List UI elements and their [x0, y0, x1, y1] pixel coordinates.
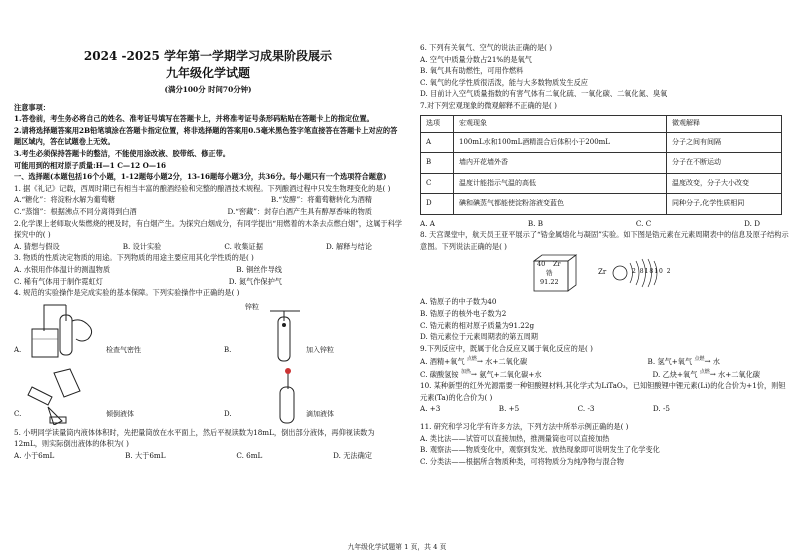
table-cell: 温度计能指示气温的高低 — [454, 173, 667, 194]
table-cell: 墙内开花墙外香 — [454, 153, 667, 174]
q2-option-c: C. 收集证据 — [224, 241, 263, 251]
score-time: (满分100分 时间70分钟) — [164, 85, 252, 94]
q7-option-d: D. D — [744, 218, 760, 228]
q4-option-d: D. — [224, 409, 232, 418]
ion-symbol: Zr — [598, 268, 607, 277]
table-cell: 碘和碘蒸气都能使淀粉溶液变蓝色 — [454, 194, 667, 215]
q3-option-d: D. 氮气作保护气 — [228, 276, 282, 286]
q1-option-b: B.“发酵”：将葡萄糖转化为酒精 — [270, 195, 372, 205]
pour-liquid-figure — [24, 367, 104, 425]
table-header-row — [421, 115, 782, 132]
zirconium-figure — [420, 253, 790, 293]
table-cell: B — [421, 153, 454, 174]
q4-experiment-figures — [14, 301, 402, 425]
q6-option-a: A. 空气中质量分数占21%的是氧气 — [420, 54, 532, 64]
q1-option-a: A.“糖化”：将淀粉水解为葡萄糖 — [14, 195, 116, 205]
q6-option-d: D. 目前计入空气质量指数的有害气体有二氧化硫、一氧化碳、二氧化氮、臭氧 — [420, 89, 668, 99]
q6-stem: 6. 下列有关氧气、空气的说法正确的是( ) — [420, 43, 553, 52]
q3-options-row1 — [14, 264, 402, 276]
element-name: 锆 — [546, 269, 553, 278]
table-row — [421, 132, 782, 153]
q5-option-a: A. 小于6mL — [14, 450, 55, 460]
atomic-mass: 91.22 — [540, 278, 559, 287]
add-zinc-figure — [240, 309, 310, 367]
q3-options-row2 — [14, 276, 402, 288]
q8-option-d: D. 锆元素位于元素周期表的第五周期 — [420, 332, 538, 342]
q9-option-b: B. 氢气+氧气 $^{点燃}$→ 水 — [647, 356, 720, 366]
q8-stem: 8. 天宫课堂中，航天员王亚平展示了“锆金属熔化与凝固”实验。如下图是锆元素在元素周期表中的信息及原子结构示意图。下列说法正确的是( ) — [420, 230, 789, 251]
q8-option-a: A. 锆原子的中子数为40 — [420, 297, 497, 307]
atomic-masses: 可能用到的相对原子质量:H—1 C—12 O—16 — [14, 160, 167, 170]
q6-option-c: C. 氧气的化学性质很活泼，能与大多数物质发生反应 — [420, 77, 588, 87]
q9-option-a: A. 酒精+氧气 $^{点燃}$→ 水+二氧化碳 — [420, 356, 528, 366]
q7-table — [420, 115, 782, 215]
q3-option-c: C. 稀有气体用于制作霓虹灯 — [14, 276, 103, 286]
table-cell: C — [421, 173, 454, 194]
q9-stem: 9.下列反应中，既属于化合反应又属于氧化反应的是( ) — [420, 343, 593, 353]
exam-title: 2024 -2025 学年第一学期学习成果阶段展示 — [83, 49, 333, 63]
atomic-number: 40 — [537, 260, 546, 269]
q9-options-row1 — [420, 354, 790, 367]
q1-option-d: D.“窖藏”：封存白酒产生具有醇厚香味的物质 — [227, 206, 372, 216]
q1-stem: 1. 据《礼记》记载，西周时期已有相当丰富的酿酒经验和完整的酿酒技术规程。下列酿酒过程中只发生物理变化的是( ) — [14, 183, 391, 193]
table-cell: 同种分子,化学性质相同 — [667, 194, 782, 215]
q8-option-c: C. 锆元素的相对原子质量为91.22g — [420, 320, 535, 330]
table-cell: A — [421, 132, 454, 153]
airtight-check-figure — [22, 301, 102, 363]
q4-option-a: A. — [14, 345, 22, 354]
q7-stem: 7.对下列宏观现象的微观解释不正确的是( ) — [420, 100, 557, 110]
note-3: 3.考生必须保持答题卡的整洁，不能使用涂改液、胶带纸、修正带。 — [14, 148, 230, 158]
section-1-heading: 一、选择题(本题包括16个小题，1-12题每小题2分，13-16题每小题3分，共36分。每小题只有一个选项符合题意) — [14, 172, 387, 182]
q10-option-d: D. -5 — [652, 404, 670, 414]
right-column — [420, 0, 790, 467]
q10-options — [420, 403, 790, 415]
q4-option-d-label: 滴加液体 — [306, 409, 334, 418]
table-cell: D — [421, 194, 454, 215]
table-cell: 分子之间有间隔 — [667, 132, 782, 153]
periodic-cell — [528, 253, 580, 293]
q7-option-b: B. B — [527, 218, 543, 228]
q4-option-c: C. — [14, 409, 22, 418]
zinc-label: 锌粒 — [245, 302, 259, 311]
q1-options-row2 — [14, 206, 402, 218]
q4-option-a-label: 检查气密性 — [106, 345, 141, 354]
table-header-cell: 宏观现象 — [454, 115, 667, 132]
drip-liquid-figure — [240, 367, 310, 425]
q1-option-c: C.“蒸馏”：根据沸点不同分离得到白酒 — [14, 206, 137, 216]
q5-option-d: D. 无法确定 — [333, 450, 372, 460]
left-column — [14, 0, 402, 461]
q11-option-c: C. 分类法——根据所含物质种类，可将物质分为纯净物与混合物 — [420, 456, 624, 466]
q3-option-b: B. 铜丝作导线 — [236, 264, 282, 274]
q5-option-b: B. 大于6mL — [125, 450, 166, 460]
q4-option-b: B. — [224, 345, 232, 354]
q2-option-a: A. 猜想与假设 — [14, 241, 60, 251]
q4-option-c-label: 倾倒液体 — [106, 409, 134, 418]
q10-stem: 10. 某种新型的红外光源需要一种钽酸锂材料,其化学式为LiTaO₃，已知钽酸锂中锂元素(Li)的化合价为+1价，则钽元素(Ta)的化合价为( ) — [420, 381, 786, 402]
q10-option-c: C. -3 — [577, 404, 595, 414]
q11-option-a: A. 类比法——试管可以直接加热，推测量筒也可以直接加热 — [420, 433, 610, 443]
table-cell: 100mL水和100mL酒精混合后体积小于200mL — [454, 132, 667, 153]
q3-stem: 3. 物质的性质决定物质的用途。下列物质的用途主要应用其化学性质的是( ) — [14, 253, 254, 263]
exam-subtitle: 九年级化学试题 — [165, 66, 250, 80]
element-symbol: Zr — [553, 260, 561, 269]
page-footer: 九年级化学试题第 1 页，共 4 页 — [347, 543, 447, 551]
q9-options-row2 — [420, 367, 790, 380]
q9-option-c: C. 碳酸氢铵 $^{加热}$→ 氨气+二氧化碳+水 — [420, 369, 542, 379]
q2-option-d: D. 解释与结论 — [325, 241, 372, 251]
table-header-cell: 微观解释 — [667, 115, 782, 132]
note-1: 1.答卷前，考生务必将自己的姓名、准考证号填写在答题卡上，并将准考证号条形码粘贴在答题卡上的指定位置。 — [14, 114, 374, 124]
q7-options — [420, 218, 790, 230]
q4-option-b-label: 加入锌粒 — [306, 345, 334, 354]
q3-option-a: A. 水银用作体温计的测温物质 — [14, 264, 111, 274]
q5-stem: 5. 小明同学读量筒内液体体积时，先把量筒放在水平面上，然后平视读数为18mL，倒出部分液体，再仰视读数为12mL，则实际倒出液体的体积为( ) — [14, 427, 375, 449]
q1-options-row1 — [14, 194, 402, 206]
q7-option-a: A. A — [420, 218, 435, 228]
q10-option-a: A. +3 — [420, 404, 441, 414]
q10-option-b: B. +5 — [498, 404, 520, 414]
shell-electrons: 2 81810 2 — [632, 268, 672, 276]
note-2: 2.请将选择题答案用2B铅笔填涂在答题卡指定位置，将非选择题的答案用0.5毫米黑色签字笔直接答在答题卡上对应的答题区域内，答在试题卷上无效。 — [14, 125, 398, 147]
q8-option-b: B. 锆原子的核外电子数为2 — [420, 308, 507, 318]
table-row — [421, 173, 782, 194]
table-row — [421, 194, 782, 215]
table-row — [421, 153, 782, 174]
table-cell: 分子在不断运动 — [667, 153, 782, 174]
q5-options — [14, 450, 402, 462]
q2-options — [14, 241, 402, 253]
q9-option-d: D. 乙炔+氧气 $^{点燃}$→ 水+二氧化碳 — [652, 369, 760, 379]
q6-option-b: B. 氧气具有助燃性，可用作燃料 — [420, 66, 524, 76]
q7-option-c: C. C — [635, 218, 652, 228]
q11-option-b: B. 观察法——物质变化中，观察到发光、放热现象即可说明发生了化学变化 — [420, 445, 660, 455]
q4-stem: 4. 规范的实验操作是完成实验的基本保障。下列实验操作中正确的是( ) — [14, 288, 240, 298]
table-cell: 温度改变，分子大小改变 — [667, 173, 782, 194]
q2-option-b: B. 设计实验 — [122, 241, 162, 251]
notes-heading: 注意事项： — [14, 102, 50, 112]
q2-stem: 2.化学课上老师取火柴燃烧的梗及时，有白烟产生。为探究白烟成分，有同学提出“用燃着的木条去点燃白烟”，这属于科学探究中的( ) — [14, 218, 402, 240]
table-header-cell: 选项 — [421, 115, 454, 132]
q5-option-c: C. 6mL — [236, 450, 263, 460]
q11-stem: 11. 研究和学习化学有许多方法，下列方法中所举示例正确的是( ) — [420, 422, 629, 432]
